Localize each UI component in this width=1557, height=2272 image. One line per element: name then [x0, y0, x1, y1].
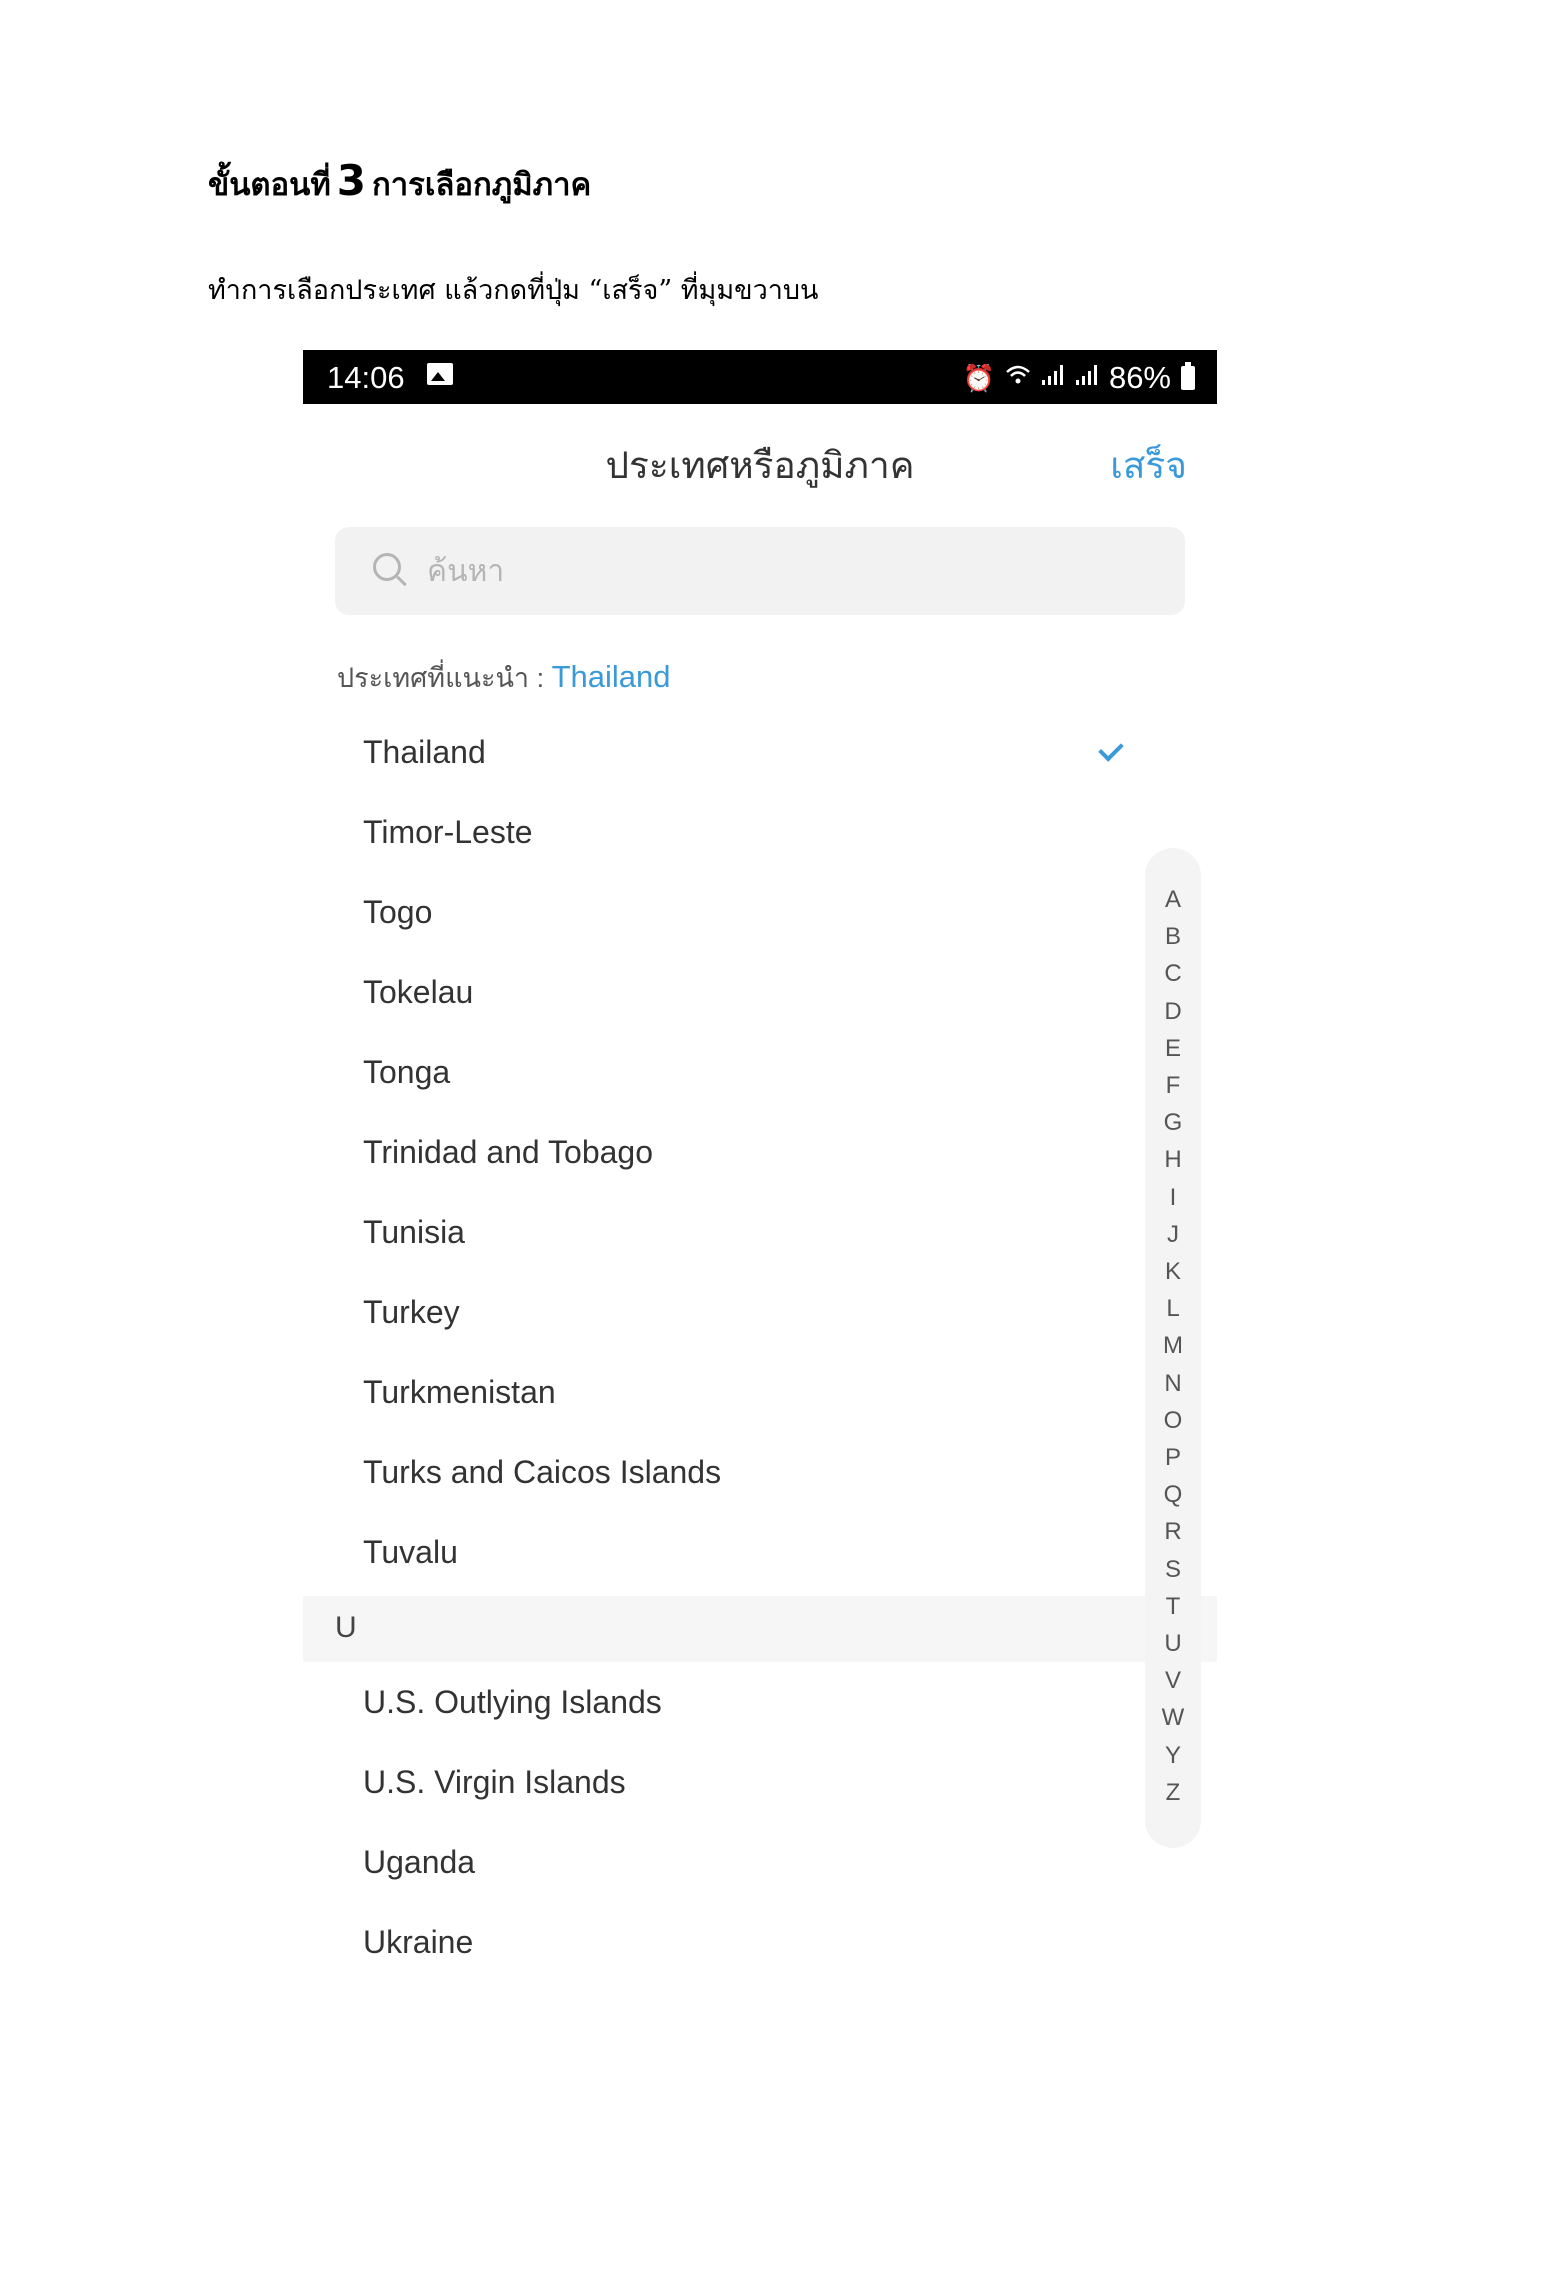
alphabet-index[interactable]: [1145, 848, 1201, 1848]
wifi-icon: [1005, 363, 1031, 394]
alphabet-index-letter[interactable]: L: [1166, 1295, 1180, 1323]
done-button[interactable]: เสร็จ: [1110, 445, 1187, 486]
recommended-country-row: [337, 656, 671, 699]
section-header-label: U: [335, 1611, 357, 1644]
alphabet-index-letter[interactable]: B: [1164, 923, 1181, 951]
image-icon: [427, 363, 453, 385]
list-item[interactable]: Tokelau: [363, 974, 474, 1010]
heading-step-number: 3: [336, 156, 366, 205]
status-icons: [963, 360, 1195, 396]
alphabet-index-letter[interactable]: M: [1163, 1332, 1183, 1360]
alphabet-index-letter[interactable]: V: [1164, 1667, 1181, 1695]
list-item[interactable]: Ukraine: [363, 1924, 474, 1960]
alphabet-index-letter[interactable]: Z: [1165, 1778, 1181, 1806]
list-item[interactable]: Thailand: [363, 734, 486, 770]
search-input[interactable]: [425, 527, 1169, 617]
alphabet-index-letter[interactable]: C: [1164, 960, 1182, 988]
document-heading: [208, 156, 591, 209]
alphabet-index-letter[interactable]: E: [1164, 1034, 1181, 1062]
list-item[interactable]: Tuvalu: [363, 1534, 458, 1570]
alphabet-index-letter[interactable]: O: [1163, 1406, 1183, 1434]
check-icon: [1098, 736, 1123, 761]
alphabet-index-letter[interactable]: N: [1164, 1369, 1182, 1397]
list-item[interactable]: U.S. Outlying Islands: [363, 1684, 662, 1720]
alphabet-index-letter[interactable]: P: [1164, 1444, 1181, 1471]
alphabet-index-letter[interactable]: Q: [1163, 1481, 1183, 1509]
list-item[interactable]: Trinidad and Tobago: [363, 1134, 653, 1170]
alarm-icon: ⏰: [962, 362, 995, 393]
list-item[interactable]: Turks and Caicos Islands: [363, 1454, 722, 1490]
alphabet-index-letter[interactable]: S: [1164, 1555, 1181, 1583]
recommended-label: ประเทศที่แนะนำ :: [337, 663, 545, 693]
alphabet-index-letter[interactable]: G: [1163, 1109, 1183, 1137]
list-item[interactable]: U.S. Virgin Islands: [363, 1764, 626, 1800]
alphabet-index-letter[interactable]: U: [1164, 1630, 1182, 1657]
signal-icon: [1075, 363, 1099, 394]
document-instruction: ทำการเลือกประเทศ แล้วกดที่ปุ่ม “เสร็จ” ที่มุมขวาบน: [208, 275, 819, 306]
signal-icon: [1041, 363, 1065, 394]
page-title: ประเทศหรือภูมิภาค: [605, 445, 915, 486]
alphabet-index-letter[interactable]: W: [1161, 1704, 1185, 1732]
alphabet-index-letter[interactable]: F: [1165, 1072, 1181, 1099]
section-header-u: [303, 1596, 1217, 1662]
phone-screenshot: [303, 350, 1217, 1990]
heading-suffix: การเลือกภูมิภาค: [372, 167, 592, 203]
heading-prefix: ขั้นตอนที่: [208, 167, 331, 203]
search-icon: [373, 553, 401, 581]
alphabet-index-letter[interactable]: D: [1164, 997, 1182, 1025]
list-item[interactable]: Tonga: [363, 1054, 451, 1090]
list-item[interactable]: Turkey: [363, 1294, 460, 1330]
list-item[interactable]: Timor-Leste: [363, 814, 533, 850]
alphabet-index-letter[interactable]: R: [1164, 1518, 1182, 1546]
list-item[interactable]: Uganda: [363, 1844, 476, 1880]
alphabet-index-letter[interactable]: T: [1165, 1592, 1181, 1620]
search-box[interactable]: [335, 527, 1185, 615]
alphabet-index-letter[interactable]: J: [1167, 1220, 1179, 1248]
list-item[interactable]: Togo: [363, 894, 433, 930]
battery-percent: 86%: [1108, 360, 1171, 395]
status-time: 14:06: [327, 360, 405, 395]
list-item[interactable]: Turkmenistan: [363, 1374, 556, 1410]
list-item[interactable]: Tunisia: [363, 1214, 465, 1250]
recommended-country-link[interactable]: Thailand: [551, 659, 671, 694]
alphabet-index-letter[interactable]: Y: [1164, 1741, 1181, 1769]
alphabet-index-letter[interactable]: A: [1164, 886, 1181, 913]
alphabet-index-letter[interactable]: H: [1164, 1146, 1182, 1174]
battery-icon: [1181, 366, 1195, 390]
status-bar: [303, 350, 1217, 404]
alphabet-index-letter[interactable]: K: [1164, 1258, 1181, 1285]
alphabet-index-letter[interactable]: I: [1169, 1183, 1177, 1211]
